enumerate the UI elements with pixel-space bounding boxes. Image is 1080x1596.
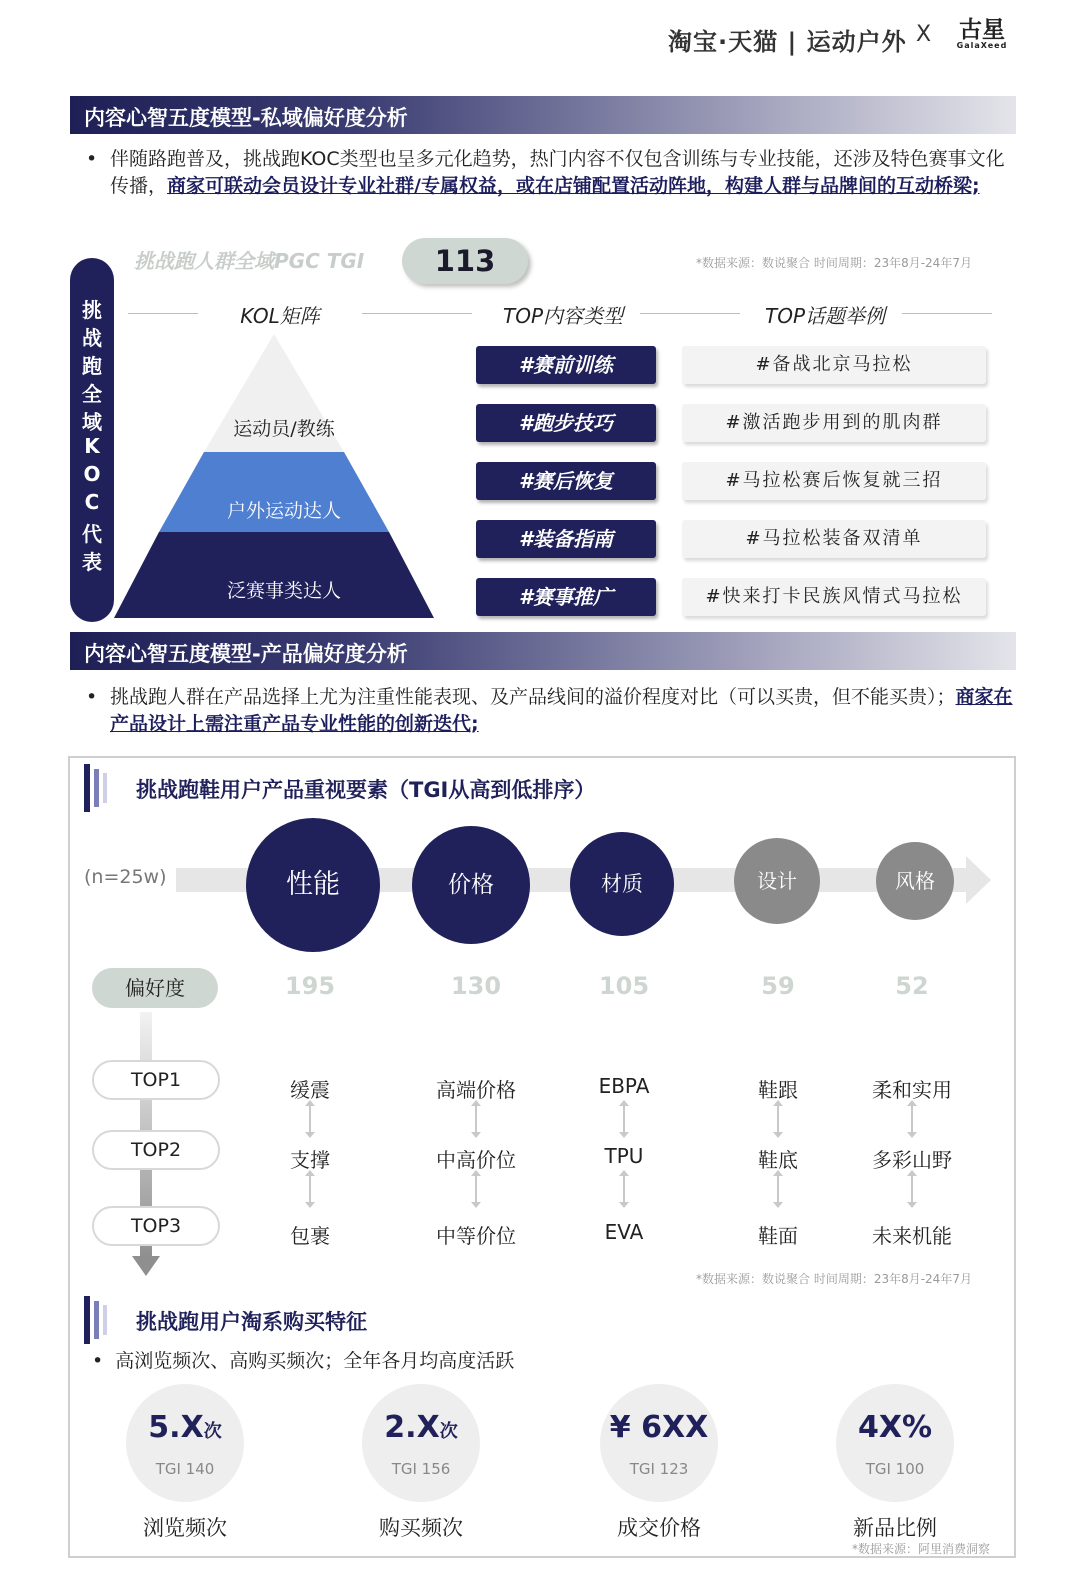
stat-tgi: TGI 140 (155, 1460, 215, 1478)
factor-circle-label: 风格 (895, 869, 935, 893)
stat-value (836, 1410, 954, 1445)
source-note-2: *数据来源：数说聚合 时间周期：23年8月-24年7月 (696, 1272, 972, 1286)
factor-score: 59 (761, 972, 795, 1000)
sample-size: (n=25w) (84, 866, 167, 888)
brand-title: 淘宝·天猫 | 运动户外 (668, 28, 907, 56)
factor-top-item: 鞋面 (758, 1224, 798, 1248)
stat-label: 购买频次 (379, 1516, 463, 1540)
stat-price-circle (600, 1384, 718, 1502)
connector-arrow (777, 1104, 779, 1134)
koc-char: C (84, 490, 100, 514)
factor-top-item: 包裹 (290, 1224, 330, 1248)
connector-arrow (475, 1104, 477, 1134)
connector-arrow (623, 1104, 625, 1134)
factor-circle-material (570, 832, 674, 936)
divider-line (902, 313, 992, 314)
subtitle-bar (84, 764, 90, 812)
stat-number: 4X% (857, 1410, 933, 1445)
connector-arrow (777, 1174, 779, 1204)
section1-bullet-highlight: 商家可联动会员设计专业社群/专属权益，或在店铺配置活动阵地，构建人群与品牌间的互动桥梁; (167, 175, 980, 197)
content-type-tag: #跑步技巧 (476, 404, 656, 442)
connector-arrow (911, 1104, 913, 1134)
connector-arrow (475, 1174, 477, 1204)
factor-circle-label: 材质 (601, 872, 643, 896)
pgc-tgi-value: 113 (402, 238, 528, 284)
factor-circle-performance (246, 818, 380, 952)
section1-bullet-body (86, 146, 1016, 200)
col-top-topic: TOP话题举例 (764, 304, 886, 328)
divider-line (640, 313, 740, 314)
purchase-title: 挑战跑用户淘系购买特征 (136, 1310, 367, 1334)
factor-top-item: 鞋底 (758, 1148, 798, 1172)
connector-arrow (911, 1174, 913, 1204)
section1-bullet (86, 146, 1016, 200)
stat-number: 2.X (384, 1410, 440, 1445)
stat-label: 浏览频次 (143, 1516, 227, 1540)
connector-arrow (309, 1104, 311, 1134)
topic-example: #激活跑步用到的肌肉群 (682, 404, 986, 442)
divider-line (128, 313, 198, 314)
stat-number: ¥ 6XX (609, 1410, 709, 1445)
section2-bullet-plain: 挑战跑人群在产品选择上尤为注重性能表现、及产品线间的溢价程度对比（可以买贵，但不能买贵）； (110, 686, 956, 708)
factor-circle-label: 性能 (286, 869, 340, 900)
factor-score: 195 (284, 972, 336, 1000)
stat-tgi: TGI 123 (629, 1460, 689, 1478)
koc-char: O (83, 462, 101, 486)
section2-bullet (86, 684, 1016, 738)
section1-bullet-plain: 伴随路跑普及，挑战跑KOC类型也呈多元化趋势，热门内容不仅包含训练与专业技能，还涉及特色赛事文化传播， (110, 148, 1005, 197)
stat-value (126, 1410, 244, 1445)
koc-char: 挑 (82, 298, 102, 322)
koc-char: 代 (82, 522, 102, 546)
purchase-bullet-text: 高浏览频次、高购买频次；全年各月均高度活跃 (115, 1350, 515, 1372)
pyramid-label-mid: 户外运动达人 (226, 500, 341, 522)
koc-char: 全 (82, 382, 102, 406)
bullet-dot: • (86, 148, 98, 170)
factor-circle-label: 设计 (757, 869, 797, 893)
subtitle-bar (94, 1301, 99, 1339)
factor-top-item: EVA (604, 1220, 644, 1244)
top2-pill: TOP2 (92, 1130, 220, 1170)
content-type-tag: #赛前训练 (476, 346, 656, 384)
section1-title: 内容心智五度模型-私域偏好度分析 (84, 106, 408, 130)
koc-char: 域 (82, 410, 102, 434)
stat-value (600, 1410, 718, 1445)
factor-top-item: 中等价位 (436, 1224, 516, 1248)
section1-header (70, 96, 1016, 134)
subtitle-bar (94, 769, 99, 807)
factor-circle-price (412, 826, 530, 944)
factor-top-item: 支撑 (290, 1148, 330, 1172)
section2-bullet-body (86, 684, 1016, 738)
subtitle-bar (103, 773, 107, 803)
stat-number: 5.X (148, 1410, 204, 1445)
subtitle-bar (103, 1305, 107, 1335)
factor-score: 105 (598, 972, 650, 1000)
top3-pill: TOP3 (92, 1206, 220, 1246)
factor-top-item: 柔和实用 (872, 1078, 952, 1102)
factor-top-item: 鞋跟 (758, 1078, 798, 1102)
connector-arrow (309, 1174, 311, 1204)
top1-pill: TOP1 (92, 1060, 220, 1100)
brand-logo-text: 古星 (959, 17, 1005, 43)
topic-example: #备战北京马拉松 (682, 346, 986, 384)
col-top-content-type: TOP内容类型 (502, 304, 624, 328)
factor-top-item: 高端价格 (436, 1078, 516, 1102)
stat-unit: 次 (203, 1421, 222, 1442)
koc-char: K (84, 434, 100, 458)
stat-tgi: TGI 100 (865, 1460, 925, 1478)
factor-circle-design (734, 838, 820, 924)
koc-vertical-label (70, 258, 114, 622)
brand-logo (952, 18, 1012, 48)
factor-top-item: TPU (604, 1144, 644, 1168)
connector-arrow (623, 1174, 625, 1204)
stat-label: 新品比例 (853, 1516, 937, 1540)
pgc-tgi-label: 挑战跑人群全域PGC TGI (134, 249, 365, 273)
stat-browse-circle (126, 1384, 244, 1502)
factor-top-item: EBPA (598, 1074, 650, 1098)
content-type-tag: #装备指南 (476, 520, 656, 558)
factor-top-item: 未来机能 (872, 1224, 952, 1248)
divider-line (362, 313, 472, 314)
koc-char: 表 (82, 550, 102, 574)
preference-label: 偏好度 (92, 968, 218, 1008)
bullet-dot: • (86, 686, 98, 708)
content-type-tag: #赛事推广 (476, 578, 656, 616)
section2-bullet-highlight: 商家在产品设计上需注重产品专业性能的创新迭代; (110, 686, 1013, 735)
factor-circle-label: 价格 (448, 872, 494, 898)
factor-score: 130 (450, 972, 502, 1000)
content-type-tag: #赛后恢复 (476, 462, 656, 500)
factor-score: 52 (895, 972, 929, 1000)
topic-example: #马拉松装备双清单 (682, 520, 986, 558)
chart-title: 挑战跑鞋用户产品重视要素（TGI从高到低排序） (136, 778, 596, 802)
source-note-1: *数据来源：数说聚合 时间周期：23年8月-24年7月 (696, 256, 972, 270)
section2-title: 内容心智五度模型-产品偏好度分析 (84, 642, 408, 666)
factor-top-item: 缓震 (290, 1078, 330, 1102)
pyramid-label-bottom: 泛赛事类达人 (226, 580, 341, 602)
stat-label: 成交价格 (617, 1516, 701, 1540)
stat-tgi: TGI 156 (391, 1460, 451, 1478)
section2-header (70, 632, 1016, 670)
factor-top-item: 中高价位 (436, 1148, 516, 1172)
purchase-bullet (92, 1346, 514, 1373)
topic-example: #快来打卡民族风情式马拉松 (682, 578, 986, 616)
topic-example: #马拉松赛后恢复就三招 (682, 462, 986, 500)
stat-purchase-circle (362, 1384, 480, 1502)
bullet-dot: • (92, 1350, 116, 1372)
pyramid-bottom-tier (114, 532, 434, 618)
stat-new-product-circle (836, 1384, 954, 1502)
stat-unit: 次 (439, 1421, 458, 1442)
brand-logo-sub: GalaXeed (956, 41, 1008, 50)
factor-top-item: 多彩山野 (872, 1148, 952, 1172)
koc-char: 跑 (82, 354, 102, 378)
koc-char: 战 (82, 326, 102, 350)
source-note-3: *数据来源：阿里消费洞察 (852, 1542, 991, 1556)
brand-cross: X (916, 22, 932, 47)
subtitle-bar (84, 1296, 90, 1344)
factor-circle-style (876, 842, 954, 920)
col-kol-matrix: KOL矩阵 (240, 304, 320, 328)
pyramid-label-top: 运动员/教练 (233, 418, 335, 440)
stat-value (362, 1410, 480, 1445)
